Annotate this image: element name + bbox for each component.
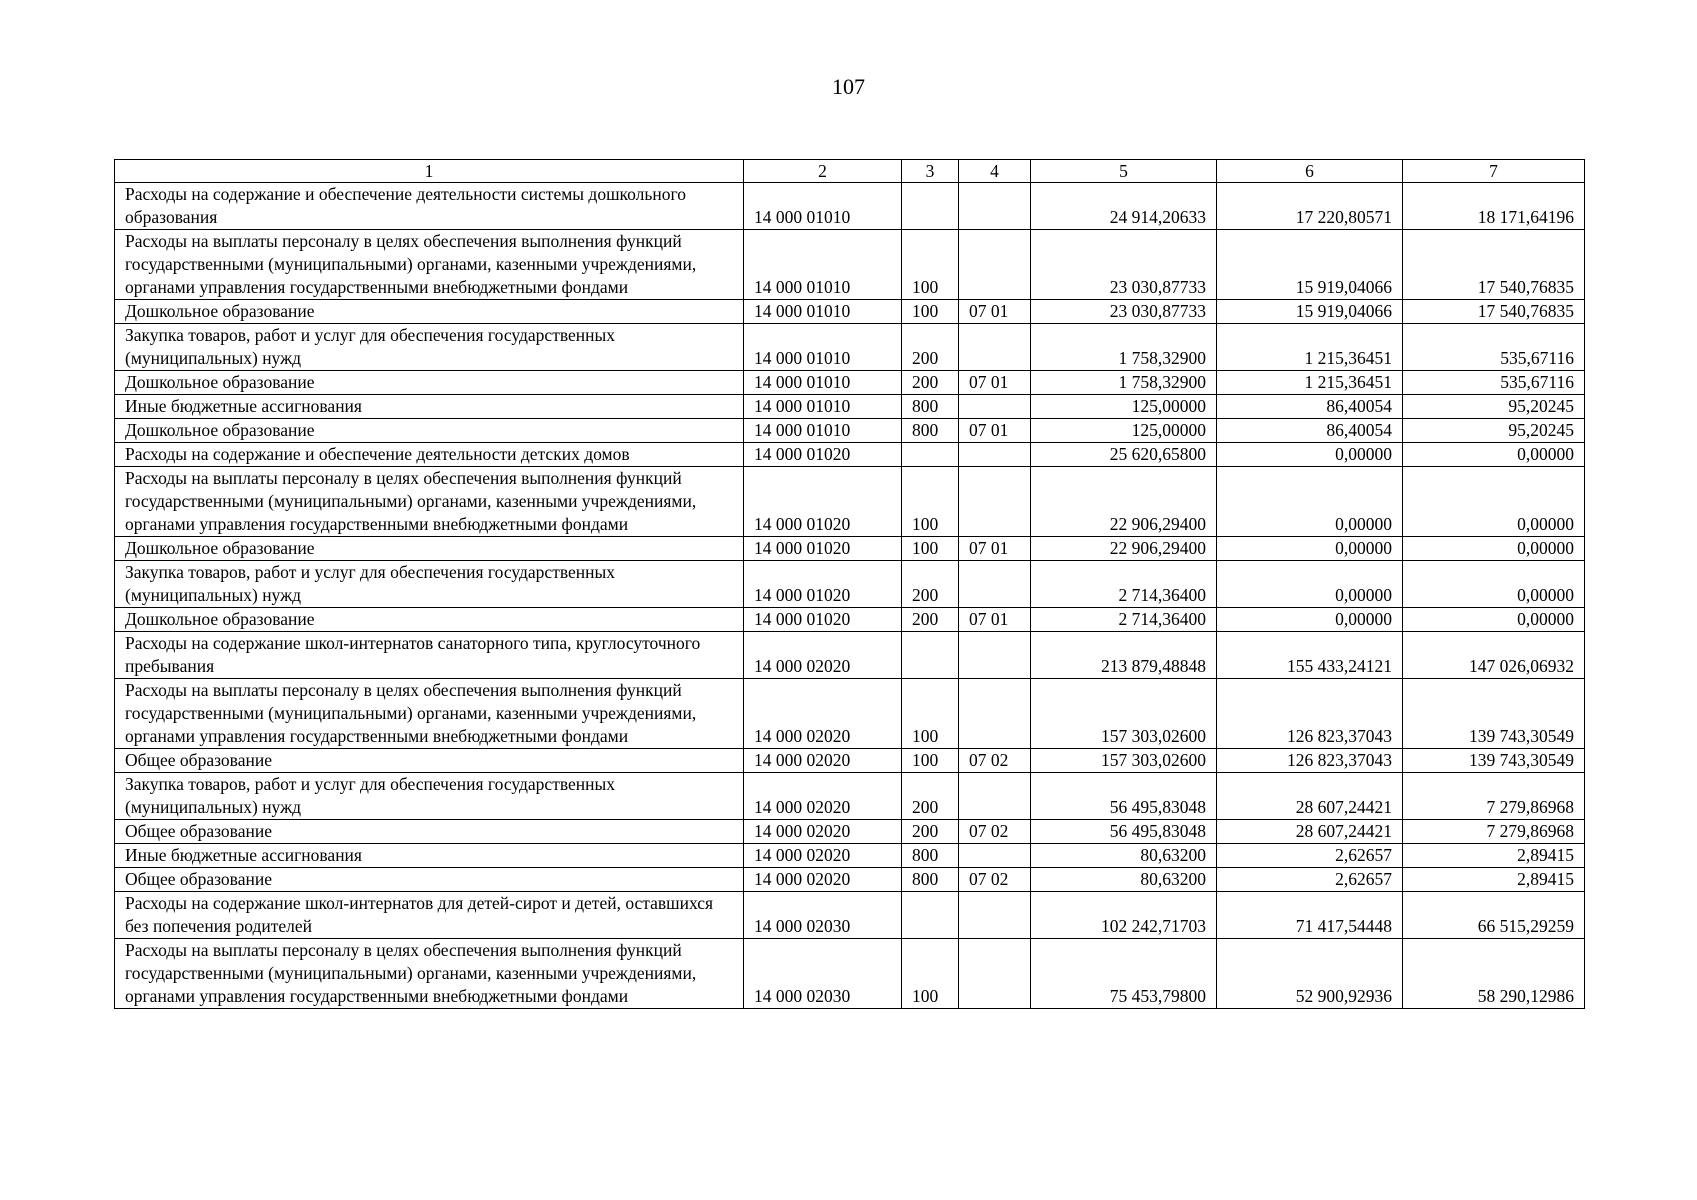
expense-type-cell: 200 [902,773,959,820]
expense-type-cell: 100 [902,537,959,561]
target-code-cell: 14 000 02020 [744,749,902,773]
target-code-cell: 14 000 02020 [744,679,902,749]
expense-name-cell: Дошкольное образование [115,537,744,561]
amount-col5-cell: 213 879,48848 [1031,632,1217,679]
amount-col7-cell: 139 743,30549 [1403,749,1585,773]
target-code-cell: 14 000 01020 [744,608,902,632]
amount-col6-cell: 71 417,54448 [1217,892,1403,939]
amount-col7-cell: 535,67116 [1403,324,1585,371]
column-header-1: 1 [115,160,744,183]
expense-type-cell [902,183,959,230]
amount-col6-cell: 126 823,37043 [1217,749,1403,773]
expense-type-cell: 800 [902,868,959,892]
amount-col6-cell: 15 919,04066 [1217,230,1403,300]
amount-col5-cell: 24 914,20633 [1031,183,1217,230]
amount-col6-cell: 0,00000 [1217,467,1403,537]
amount-col7-cell: 17 540,76835 [1403,230,1585,300]
expense-type-cell: 100 [902,467,959,537]
amount-col5-cell: 1 758,32900 [1031,371,1217,395]
expense-name-cell: Общее образование [115,868,744,892]
table-row [115,443,1585,467]
amount-col5-cell: 1 758,32900 [1031,324,1217,371]
section-code-cell: 07 01 [959,419,1031,443]
expense-type-cell: 100 [902,300,959,324]
target-code-cell: 14 000 01010 [744,419,902,443]
amount-col7-cell: 0,00000 [1403,443,1585,467]
amount-col5-cell: 80,63200 [1031,868,1217,892]
table-body [115,183,1585,1009]
page-number: 107 [832,74,865,99]
amount-col6-cell: 15 919,04066 [1217,300,1403,324]
target-code-cell: 14 000 01020 [744,537,902,561]
expense-name-cell: Общее образование [115,749,744,773]
table-row [115,419,1585,443]
expense-type-cell [902,632,959,679]
expense-type-cell: 800 [902,844,959,868]
expense-name-cell: Дошкольное образование [115,371,744,395]
amount-col7-cell: 147 026,06932 [1403,632,1585,679]
target-code-cell: 14 000 01010 [744,324,902,371]
amount-col6-cell: 0,00000 [1217,537,1403,561]
table-row [115,749,1585,773]
amount-col5-cell: 56 495,83048 [1031,820,1217,844]
table-row [115,679,1585,749]
target-code-cell: 14 000 01010 [744,230,902,300]
expense-type-cell: 200 [902,608,959,632]
expense-name-cell: Расходы на выплаты персоналу в целях обеспечения выполнения функций государственными (муниципальными) органами, казенными учреждениями, органами управления государственными внебюджетными фондами [115,467,744,537]
column-header-2: 2 [744,160,902,183]
amount-col5-cell: 25 620,65800 [1031,443,1217,467]
target-code-cell: 14 000 01020 [744,443,902,467]
amount-col6-cell: 126 823,37043 [1217,679,1403,749]
amount-col5-cell: 2 714,36400 [1031,608,1217,632]
amount-col7-cell: 0,00000 [1403,467,1585,537]
section-code-cell: 07 01 [959,300,1031,324]
expense-name-cell: Дошкольное образование [115,300,744,324]
table-row [115,820,1585,844]
amount-col6-cell: 0,00000 [1217,443,1403,467]
expense-name-cell: Расходы на выплаты персоналу в целях обеспечения выполнения функций государственными (муниципальными) органами, казенными учреждениями, органами управления государственными внебюджетными фондами [115,939,744,1009]
section-code-cell [959,844,1031,868]
amount-col5-cell: 157 303,02600 [1031,679,1217,749]
expense-type-cell: 200 [902,324,959,371]
expense-name-cell: Расходы на выплаты персоналу в целях обеспечения выполнения функций государственными (муниципальными) органами, казенными учреждениями, органами управления государственными внебюджетными фондами [115,679,744,749]
amount-col5-cell: 23 030,87733 [1031,230,1217,300]
table-row [115,939,1585,1009]
table-row [115,183,1585,230]
section-code-cell [959,183,1031,230]
expense-type-cell: 800 [902,395,959,419]
section-code-cell: 07 02 [959,749,1031,773]
amount-col5-cell: 23 030,87733 [1031,300,1217,324]
expense-name-cell: Дошкольное образование [115,419,744,443]
amount-col7-cell: 7 279,86968 [1403,820,1585,844]
amount-col7-cell: 18 171,64196 [1403,183,1585,230]
amount-col7-cell: 2,89415 [1403,868,1585,892]
amount-col5-cell: 80,63200 [1031,844,1217,868]
target-code-cell: 14 000 01010 [744,395,902,419]
amount-col5-cell: 125,00000 [1031,395,1217,419]
section-code-cell: 07 02 [959,820,1031,844]
target-code-cell: 14 000 02030 [744,939,902,1009]
table-row [115,324,1585,371]
amount-col6-cell: 86,40054 [1217,419,1403,443]
amount-col5-cell: 56 495,83048 [1031,773,1217,820]
section-code-cell: 07 01 [959,537,1031,561]
amount-col7-cell: 95,20245 [1403,419,1585,443]
table-row [115,395,1585,419]
amount-col5-cell: 22 906,29400 [1031,537,1217,561]
table-row [115,773,1585,820]
target-code-cell: 14 000 02020 [744,844,902,868]
table-row [115,230,1585,300]
expense-type-cell: 200 [902,820,959,844]
expense-name-cell: Закупка товаров, работ и услуг для обеспечения государственных (муниципальных) нужд [115,324,744,371]
table-row [115,561,1585,608]
table-row [115,467,1585,537]
amount-col6-cell: 17 220,80571 [1217,183,1403,230]
amount-col7-cell: 535,67116 [1403,371,1585,395]
amount-col7-cell: 66 515,29259 [1403,892,1585,939]
amount-col5-cell: 22 906,29400 [1031,467,1217,537]
expense-name-cell: Расходы на содержание школ-интернатов санаторного типа, круглосуточного пребывания [115,632,744,679]
amount-col5-cell: 75 453,79800 [1031,939,1217,1009]
amount-col6-cell: 0,00000 [1217,608,1403,632]
section-code-cell [959,230,1031,300]
section-code-cell [959,395,1031,419]
table-row [115,608,1585,632]
table-row [115,868,1585,892]
target-code-cell: 14 000 01010 [744,300,902,324]
section-code-cell: 07 02 [959,868,1031,892]
amount-col5-cell: 102 242,71703 [1031,892,1217,939]
column-header-6: 6 [1217,160,1403,183]
expense-type-cell [902,443,959,467]
amount-col5-cell: 125,00000 [1031,419,1217,443]
column-header-3: 3 [902,160,959,183]
table-row [115,844,1585,868]
amount-col7-cell: 0,00000 [1403,561,1585,608]
expense-type-cell: 800 [902,419,959,443]
table-row [115,537,1585,561]
budget-table [114,159,1585,1009]
header-row [115,160,1585,183]
section-code-cell [959,939,1031,1009]
expense-name-cell: Общее образование [115,820,744,844]
expense-name-cell: Иные бюджетные ассигнования [115,844,744,868]
section-code-cell [959,561,1031,608]
target-code-cell: 14 000 02020 [744,632,902,679]
table-row [115,371,1585,395]
column-header-5: 5 [1031,160,1217,183]
target-code-cell: 14 000 02020 [744,820,902,844]
target-code-cell: 14 000 01010 [744,371,902,395]
amount-col5-cell: 2 714,36400 [1031,561,1217,608]
expense-type-cell: 100 [902,749,959,773]
amount-col6-cell: 2,62657 [1217,844,1403,868]
section-code-cell [959,324,1031,371]
column-header-4: 4 [959,160,1031,183]
expense-type-cell [902,892,959,939]
amount-col5-cell: 157 303,02600 [1031,749,1217,773]
table-row [115,300,1585,324]
amount-col7-cell: 58 290,12986 [1403,939,1585,1009]
target-code-cell: 14 000 01010 [744,183,902,230]
amount-col6-cell: 2,62657 [1217,868,1403,892]
amount-col6-cell: 52 900,92936 [1217,939,1403,1009]
section-code-cell: 07 01 [959,608,1031,632]
amount-col7-cell: 95,20245 [1403,395,1585,419]
amount-col7-cell: 0,00000 [1403,608,1585,632]
section-code-cell [959,443,1031,467]
expense-type-cell: 100 [902,679,959,749]
amount-col7-cell: 17 540,76835 [1403,300,1585,324]
amount-col7-cell: 0,00000 [1403,537,1585,561]
section-code-cell [959,632,1031,679]
amount-col6-cell: 0,00000 [1217,561,1403,608]
amount-col6-cell: 86,40054 [1217,395,1403,419]
expense-name-cell: Закупка товаров, работ и услуг для обеспечения государственных (муниципальных) нужд [115,773,744,820]
amount-col6-cell: 28 607,24421 [1217,773,1403,820]
expense-name-cell: Закупка товаров, работ и услуг для обеспечения государственных (муниципальных) нужд [115,561,744,608]
target-code-cell: 14 000 02030 [744,892,902,939]
section-code-cell [959,467,1031,537]
amount-col6-cell: 1 215,36451 [1217,324,1403,371]
expense-name-cell: Дошкольное образование [115,608,744,632]
expense-type-cell: 200 [902,561,959,608]
section-code-cell [959,679,1031,749]
expense-name-cell: Расходы на содержание и обеспечение деятельности детских домов [115,443,744,467]
amount-col6-cell: 1 215,36451 [1217,371,1403,395]
table-row [115,892,1585,939]
amount-col7-cell: 2,89415 [1403,844,1585,868]
section-code-cell [959,892,1031,939]
target-code-cell: 14 000 02020 [744,868,902,892]
target-code-cell: 14 000 01020 [744,561,902,608]
expense-name-cell: Иные бюджетные ассигнования [115,395,744,419]
section-code-cell [959,773,1031,820]
expense-type-cell: 100 [902,230,959,300]
expense-type-cell: 100 [902,939,959,1009]
table-row [115,632,1585,679]
expense-name-cell: Расходы на содержание и обеспечение деятельности системы дошкольного образования [115,183,744,230]
expense-type-cell: 200 [902,371,959,395]
amount-col7-cell: 139 743,30549 [1403,679,1585,749]
target-code-cell: 14 000 02020 [744,773,902,820]
amount-col7-cell: 7 279,86968 [1403,773,1585,820]
expense-name-cell: Расходы на содержание школ-интернатов для детей-сирот и детей, оставшихся без попечения родителей [115,892,744,939]
column-header-7: 7 [1403,160,1585,183]
amount-col6-cell: 28 607,24421 [1217,820,1403,844]
section-code-cell: 07 01 [959,371,1031,395]
amount-col6-cell: 155 433,24121 [1217,632,1403,679]
target-code-cell: 14 000 01020 [744,467,902,537]
expense-name-cell: Расходы на выплаты персоналу в целях обеспечения выполнения функций государственными (муниципальными) органами, казенными учреждениями, органами управления государственными внебюджетными фондами [115,230,744,300]
